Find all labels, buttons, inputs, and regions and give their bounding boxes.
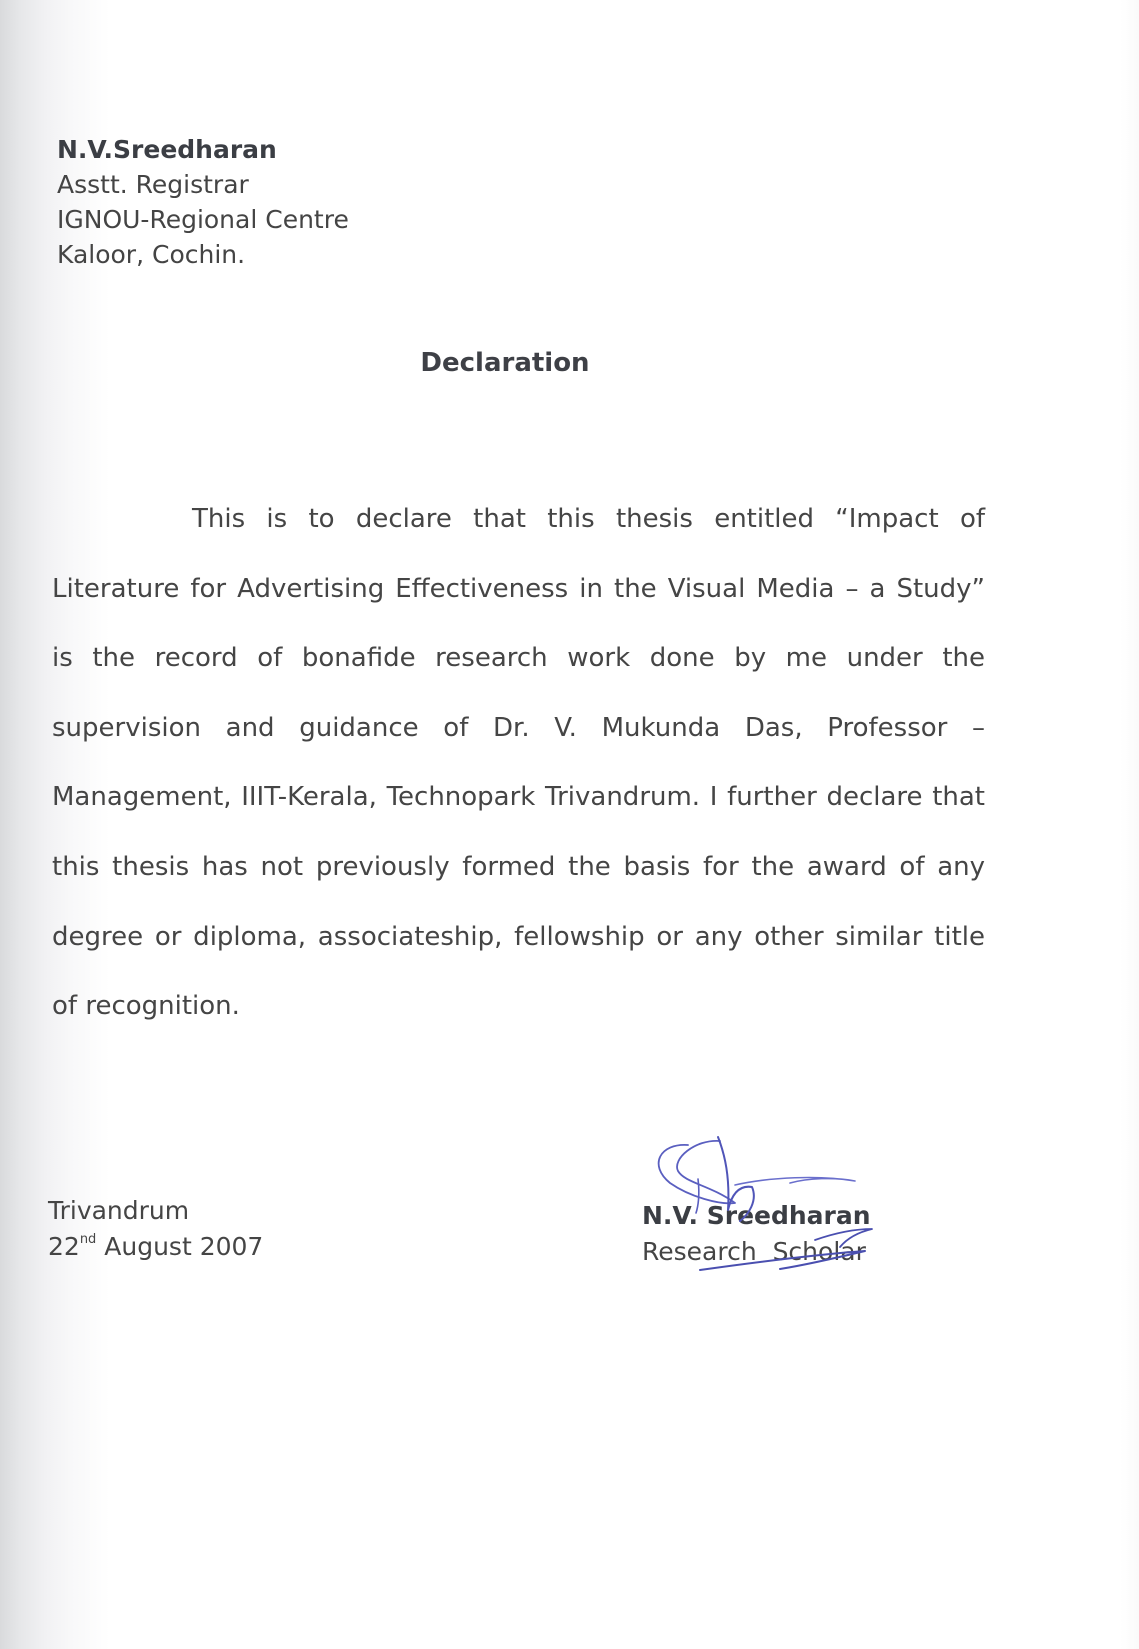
sender-name: N.V.Sreedharan (57, 135, 277, 164)
signature-slash (718, 1137, 754, 1221)
sender-organization: IGNOU-Regional Centre (57, 205, 349, 234)
date-month-year: August 2007 (96, 1232, 264, 1261)
signature-underline (700, 1251, 865, 1270)
date-day: 22 (48, 1232, 80, 1261)
declaration-text: This is to declare that this thesis entitled “Impact of Literature for Advertising Effectiveness in the Visual Media – a Study” is the record of bonafide research work done by me under the supervision and guidance of Dr. V. Mukunda Das, Professor – Management, IIIT-Kerala, Technopark Trivandrum. I further declare that this thesis has not previously formed the basis for the award of any degree or diploma, associateship, fellowship or any other similar title of recognition. (52, 504, 985, 1022)
declaration-paragraph (52, 485, 985, 1042)
place-date-block (48, 1193, 263, 1265)
sender-address-block (57, 132, 349, 272)
signature-tail (815, 1229, 872, 1247)
page-title: Declaration (420, 348, 590, 378)
sender-designation: Asstt. Registrar (57, 170, 249, 199)
place: Trivandrum (48, 1196, 190, 1225)
signature-strokes (659, 1137, 872, 1270)
handwritten-signature (640, 1115, 920, 1280)
date-suffix: nd (79, 1232, 97, 1247)
sender-location: Kaloor, Cochin. (57, 240, 246, 269)
signature-flourish (735, 1178, 855, 1185)
signatory-name: N.V. Sreedharan (642, 1201, 871, 1230)
signature-loop (659, 1141, 735, 1203)
date (48, 1229, 263, 1265)
signatory-role: Research Scholar (642, 1237, 866, 1266)
